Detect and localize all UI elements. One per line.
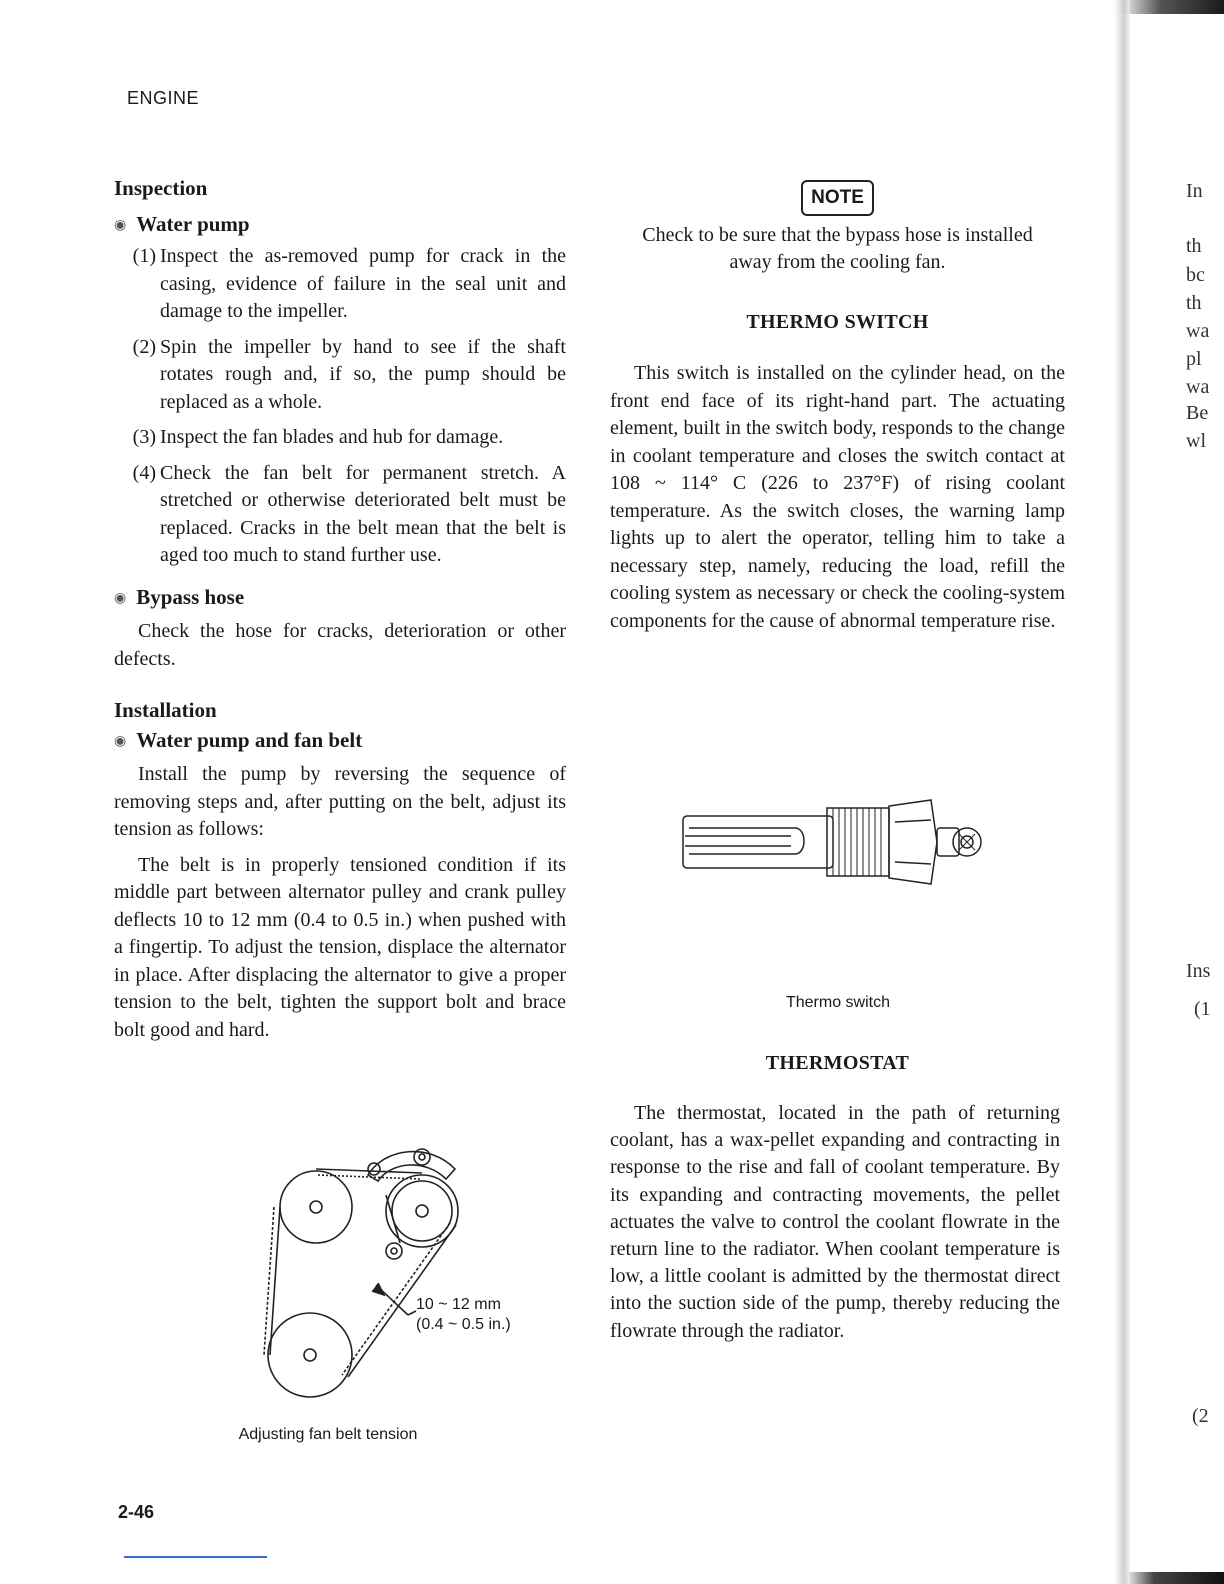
water-pump-heading: ◉ Water pump: [114, 211, 250, 236]
fan-pulley: [280, 1171, 352, 1243]
bullet-icon: ◉: [114, 589, 127, 606]
thermo-switch-diagram: [675, 792, 987, 892]
belt-figure-caption: Adjusting fan belt tension: [238, 1426, 418, 1443]
list-item: (4) Check the fan belt for permanent stretch. A stretched or otherwise deteriorated belt must be replaced. Cracks in the belt mean that the belt is aged too much to stand further use.: [132, 461, 566, 566]
bleed-fragment: (2: [1192, 1405, 1209, 1427]
note-label-wrap: [610, 180, 1065, 216]
inspection-heading: Inspection: [114, 176, 208, 200]
note-label: NOTE: [801, 180, 874, 216]
bleed-fragment: Ins: [1186, 960, 1211, 982]
page-number: 2-46: [118, 1502, 155, 1522]
facing-page-bleed: [1112, 0, 1224, 1584]
water-pump-fan-belt-heading: ◉ Water pump and fan belt: [114, 727, 363, 752]
bleed-fragment: (1: [1194, 998, 1211, 1020]
deflection-label: 10 ~ 12 mm (0.4 ~ 0.5 in.): [416, 1296, 511, 1333]
fan-belt-diagram: [250, 1135, 550, 1405]
bypass-hose-heading: ◉ Bypass hose: [114, 584, 245, 609]
bleed-fragment: In: [1186, 180, 1203, 202]
right-column: [610, 180, 1065, 635]
bleed-fragment: wa: [1186, 320, 1210, 342]
bullet-icon: ◉: [114, 216, 127, 233]
note-text: Check to be sure that the bypass hose is installed away from the cooling fan.: [642, 223, 1033, 273]
installation-para-2: The belt is in properly tensioned condition if its middle part between alternator pulley and crank pulley deflects 10 to 12 mm (0.4 to 0.5 in.) when pushed with a fingertip. To adjust the tension, displace the alternator in place. After displacing the alternator to give a proper tension to the belt, tighten the support bolt and brace bolt good and hard.: [114, 853, 566, 1041]
bleed-fragment: th: [1186, 235, 1202, 257]
bleed-fragment: pl: [1186, 348, 1202, 370]
bleed-fragment: wl: [1186, 430, 1206, 452]
thermo-switch-text: This switch is installed on the cylinder head, on the front end face of its right-hand part. The actuating element, built in the switch body, responds to the change in coolant temperature and closes the switch contact at 108 ~ 114° C (226 to 237°F) of rising coolant temperature. As the switch closes, the warning lamp lights up to alert the operator, telling him to take a necessary step, namely, reducing the load, refill the cooling system as necessary or check the cooling-system components for the cause of abnormal temperature rise.: [610, 362, 1065, 632]
list-item: (1) Inspect the as-removed pump for crack in the casing, evidence of failure in the seal unit and damage to the impeller.: [132, 245, 566, 322]
installation-heading: Installation: [114, 698, 217, 722]
bleed-fragment: th: [1186, 292, 1202, 314]
fan-belt-drawing: [250, 1135, 550, 1405]
footer-rule: [124, 1556, 267, 1558]
list-item: (3) Inspect the fan blades and hub for damage.: [132, 426, 504, 448]
crank-pulley: [268, 1313, 352, 1397]
bullet-icon: ◉: [114, 732, 127, 749]
thermostat-heading: THERMOSTAT: [765, 1052, 910, 1074]
thermo-switch-caption: Thermo switch: [785, 994, 891, 1011]
bleed-fragment: Be: [1186, 402, 1209, 424]
bypass-hose-text: Check the hose for cracks, deterioration or other defects.: [114, 620, 566, 670]
page-gutter-shadow: [1114, 0, 1130, 1584]
installation-para-1: Install the pump by reversing the sequence of removing steps and, after putting on the belt, adjust its tension as follows:: [114, 763, 566, 840]
running-head: ENGINE: [127, 88, 200, 108]
list-item: (2) Spin the impeller by hand to see if the shaft rotates rough and, if so, the pump should be replaced as a whole.: [132, 335, 566, 413]
bleed-fragment: bc: [1186, 264, 1205, 286]
thermo-switch-heading: THERMO SWITCH: [746, 310, 929, 333]
thermo-switch-drawing: [675, 792, 987, 892]
bleed-fragment: wa: [1186, 376, 1210, 398]
left-column: [114, 175, 566, 1044]
thermostat-text: The thermostat, located in the path of returning coolant, has a wax-pellet expanding and contracting in response to the rise and fall of coolant temperature. By its expanding and contracting movements, the pellet actuates the valve to control the coolant flowrate in the return line to the radiator. When coolant temperature is low, a little coolant is admitted by the thermostat direct into the suction side of the pump, thereby reducing the flowrate through the radiator.: [610, 1102, 1060, 1342]
